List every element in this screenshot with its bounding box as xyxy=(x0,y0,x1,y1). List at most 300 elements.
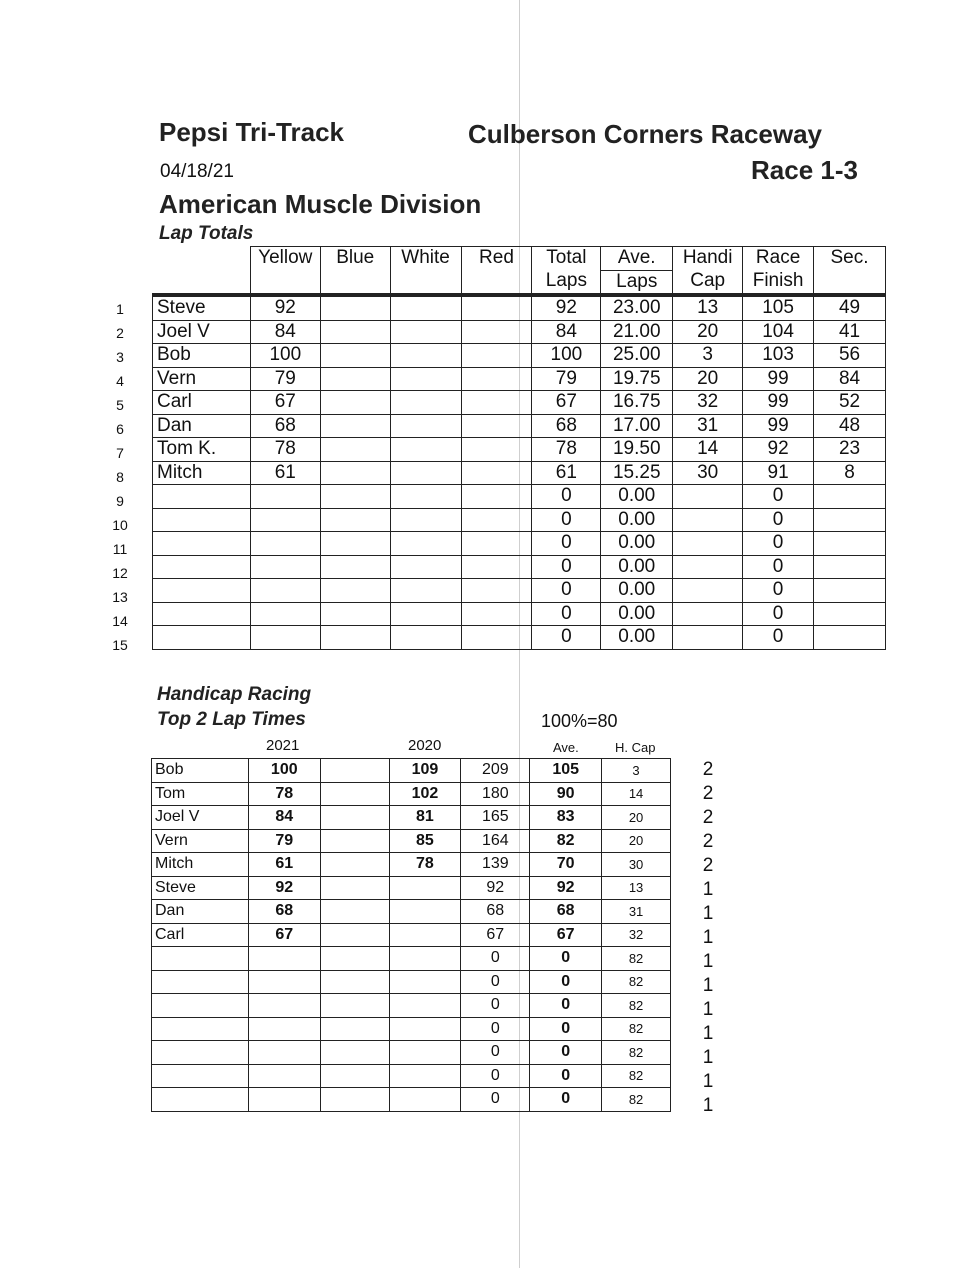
lap-cell: 99 xyxy=(743,367,814,391)
handicap-cell xyxy=(248,947,320,971)
lap-cell: 25.00 xyxy=(601,344,673,368)
table-row xyxy=(153,344,886,368)
handicap-cell: 0 xyxy=(530,1088,602,1112)
table-row xyxy=(152,1064,671,1088)
handicap-cell xyxy=(389,923,461,947)
handicap-cell: 32 xyxy=(602,923,671,947)
lap-cell: 67 xyxy=(250,391,320,415)
handicap-cell xyxy=(320,806,389,830)
lap-cell: 68 xyxy=(250,414,320,438)
lap-cell xyxy=(390,344,461,368)
lap-cell: 16.75 xyxy=(601,391,673,415)
handicap-cell: 83 xyxy=(530,806,602,830)
lap-cell xyxy=(461,626,532,650)
lap-cell: 79 xyxy=(250,367,320,391)
column-header-top: Handi xyxy=(673,247,743,271)
lap-cell: 31 xyxy=(673,414,743,438)
table-row xyxy=(152,782,671,806)
table-row xyxy=(153,626,886,650)
handicap-cell: 100 xyxy=(248,759,320,783)
column-header-bottom xyxy=(320,270,390,295)
row-number: 2 xyxy=(116,325,124,341)
row-number: 5 xyxy=(116,397,124,413)
lap-cell xyxy=(390,532,461,556)
lap-cell xyxy=(673,508,743,532)
lap-cell xyxy=(814,579,886,603)
lap-cell xyxy=(461,579,532,603)
table-row xyxy=(152,876,671,900)
row-number: 13 xyxy=(112,589,128,605)
handicap-cell: 0 xyxy=(461,1064,530,1088)
driver-name-cell: Vern xyxy=(152,829,249,853)
handicap-cell: 81 xyxy=(389,806,461,830)
lap-count: 1 xyxy=(702,927,714,948)
lap-cell xyxy=(320,485,390,509)
lap-cell: 0 xyxy=(743,626,814,650)
handicap-cell: 0 xyxy=(530,970,602,994)
table-row xyxy=(152,947,671,971)
table-row xyxy=(153,602,886,626)
handicap-cell: 79 xyxy=(248,829,320,853)
lap-cell: 68 xyxy=(532,414,601,438)
table-row xyxy=(153,391,886,415)
handicap-cell: 0 xyxy=(461,994,530,1018)
lap-count: 1 xyxy=(702,879,714,900)
table-row xyxy=(153,367,886,391)
lap-cell xyxy=(320,508,390,532)
lap-cell: 100 xyxy=(250,344,320,368)
lap-count: 1 xyxy=(702,999,714,1020)
handicap-cell: 85 xyxy=(389,829,461,853)
handicap-cell xyxy=(389,994,461,1018)
handicap-cell xyxy=(320,782,389,806)
header-blank-cell xyxy=(153,247,251,271)
lap-cell: 0.00 xyxy=(601,626,673,650)
col-2020-header: 2020 xyxy=(408,737,442,754)
row-number: 9 xyxy=(116,493,124,509)
lap-cell xyxy=(390,602,461,626)
handicap-cell: 82 xyxy=(602,1088,671,1112)
handicap-cell: 0 xyxy=(530,994,602,1018)
driver-name-cell xyxy=(153,508,251,532)
handicap-cell xyxy=(389,1064,461,1088)
driver-name-cell xyxy=(153,555,251,579)
column-header-top: Sec. xyxy=(814,247,886,271)
lap-cell xyxy=(320,414,390,438)
lap-cell: 0 xyxy=(743,602,814,626)
lap-cell xyxy=(461,485,532,509)
handicap-cell xyxy=(320,947,389,971)
driver-name-cell xyxy=(152,947,249,971)
column-header-bottom xyxy=(461,270,532,295)
driver-name-cell: Joel V xyxy=(153,320,251,344)
lap-cell xyxy=(673,532,743,556)
lap-cell xyxy=(461,391,532,415)
lap-cell xyxy=(673,602,743,626)
driver-name-cell: Tom K. xyxy=(153,438,251,462)
lap-cell xyxy=(461,602,532,626)
handicap-cell xyxy=(248,1041,320,1065)
lap-cell xyxy=(390,461,461,485)
lap-cell: 78 xyxy=(250,438,320,462)
handicap-cell xyxy=(320,1041,389,1065)
handicap-cell xyxy=(389,900,461,924)
handicap-cell xyxy=(320,853,389,877)
driver-name-cell xyxy=(153,532,251,556)
table-row xyxy=(152,829,671,853)
lap-cell: 19.50 xyxy=(601,438,673,462)
driver-name-cell xyxy=(152,1088,249,1112)
lap-cell xyxy=(320,295,390,320)
lap-cell xyxy=(250,532,320,556)
handicap-cell: 61 xyxy=(248,853,320,877)
col-hcap-header: H. Cap xyxy=(615,740,656,755)
lap-cell xyxy=(461,532,532,556)
lap-cell: 41 xyxy=(814,320,886,344)
driver-name-cell: Carl xyxy=(153,391,251,415)
driver-name-cell: Bob xyxy=(153,344,251,368)
row-number: 14 xyxy=(112,613,128,629)
handicap-cell: 0 xyxy=(461,1017,530,1041)
handicap-cell: 92 xyxy=(461,876,530,900)
lap-cell xyxy=(390,508,461,532)
lap-cell xyxy=(814,508,886,532)
lap-cell: 49 xyxy=(814,295,886,320)
handicap-cell xyxy=(389,947,461,971)
table-row xyxy=(153,485,886,509)
handicap-cell: 0 xyxy=(461,1088,530,1112)
handicap-cell: 82 xyxy=(602,1041,671,1065)
lap-cell: 100 xyxy=(532,344,601,368)
driver-name-cell: Dan xyxy=(152,900,249,924)
handicap-cell: 165 xyxy=(461,806,530,830)
lap-cell: 19.75 xyxy=(601,367,673,391)
row-number: 15 xyxy=(112,637,128,653)
table-row xyxy=(152,806,671,830)
handicap-cell xyxy=(320,970,389,994)
driver-name-cell xyxy=(152,1041,249,1065)
driver-name-cell: Mitch xyxy=(152,853,249,877)
lap-cell xyxy=(814,532,886,556)
handicap-cell: 0 xyxy=(461,970,530,994)
race-number: Race 1-3 xyxy=(751,155,858,185)
lap-totals-table xyxy=(152,246,886,650)
driver-name-cell: Vern xyxy=(153,367,251,391)
table-row xyxy=(153,295,886,320)
table-row xyxy=(153,579,886,603)
driver-name-cell xyxy=(152,994,249,1018)
lap-cell xyxy=(461,344,532,368)
handicap-cell: 84 xyxy=(248,806,320,830)
lap-cell: 20 xyxy=(673,367,743,391)
lap-cell: 17.00 xyxy=(601,414,673,438)
lap-count: 1 xyxy=(702,1095,714,1116)
driver-name-cell xyxy=(153,579,251,603)
column-header-top: Red xyxy=(461,247,532,271)
handicap-cell: 0 xyxy=(461,1041,530,1065)
lap-count: 1 xyxy=(702,1047,714,1068)
lap-cell: 0 xyxy=(532,532,601,556)
driver-name-cell: Steve xyxy=(153,295,251,320)
lap-cell: 104 xyxy=(743,320,814,344)
lap-cell xyxy=(320,579,390,603)
lap-cell xyxy=(320,555,390,579)
lap-cell xyxy=(250,579,320,603)
row-number: 1 xyxy=(116,301,124,317)
lap-cell: 84 xyxy=(814,367,886,391)
driver-name-cell: Tom xyxy=(152,782,249,806)
driver-name-cell: Steve xyxy=(152,876,249,900)
lap-cell xyxy=(390,414,461,438)
driver-name-cell: Bob xyxy=(152,759,249,783)
lap-cell xyxy=(390,391,461,415)
column-header-bottom: Cap xyxy=(673,270,743,295)
row-number: 6 xyxy=(116,421,124,437)
lap-cell: 105 xyxy=(743,295,814,320)
handicap-cell: 92 xyxy=(248,876,320,900)
handicap-cell xyxy=(248,970,320,994)
handicap-cell: 78 xyxy=(389,853,461,877)
handicap-cell: 180 xyxy=(461,782,530,806)
column-header-top: Ave. xyxy=(601,247,673,271)
handicap-cell: 78 xyxy=(248,782,320,806)
lap-cell xyxy=(320,367,390,391)
lap-cell: 0 xyxy=(743,508,814,532)
lap-cell: 79 xyxy=(532,367,601,391)
handicap-cell: 67 xyxy=(530,923,602,947)
handicap-cell: 30 xyxy=(602,853,671,877)
lap-cell: 99 xyxy=(743,391,814,415)
handicap-cell: 3 xyxy=(602,759,671,783)
lap-cell: 84 xyxy=(532,320,601,344)
handicap-table xyxy=(151,758,671,1112)
lap-totals-heading: Lap Totals xyxy=(159,223,254,244)
handicap-cell xyxy=(389,1041,461,1065)
lap-cell: 92 xyxy=(532,295,601,320)
lap-count: 2 xyxy=(702,831,714,852)
lap-cell: 0 xyxy=(532,555,601,579)
lap-cell: 92 xyxy=(250,295,320,320)
table-row xyxy=(152,853,671,877)
lap-cell: 67 xyxy=(532,391,601,415)
col-ave-header: Ave. xyxy=(553,740,579,755)
handicap-cell xyxy=(320,876,389,900)
lap-cell xyxy=(390,295,461,320)
handicap-cell xyxy=(320,1088,389,1112)
handicap-cell: 67 xyxy=(248,923,320,947)
lap-cell xyxy=(461,414,532,438)
lap-cell: 61 xyxy=(532,461,601,485)
lap-cell xyxy=(320,320,390,344)
lap-cell xyxy=(673,626,743,650)
lap-cell: 61 xyxy=(250,461,320,485)
lap-cell xyxy=(390,320,461,344)
handicap-cell xyxy=(320,829,389,853)
lap-cell xyxy=(461,295,532,320)
lap-cell xyxy=(461,367,532,391)
handicap-cell: 0 xyxy=(530,1064,602,1088)
lap-cell xyxy=(250,508,320,532)
lap-cell: 99 xyxy=(743,414,814,438)
lap-cell xyxy=(390,485,461,509)
lap-cell xyxy=(673,579,743,603)
handicap-cell: 13 xyxy=(602,876,671,900)
lap-cell: 103 xyxy=(743,344,814,368)
column-header-bottom xyxy=(250,270,320,295)
lap-cell xyxy=(814,555,886,579)
lap-cell xyxy=(320,391,390,415)
row-number: 10 xyxy=(112,517,128,533)
lap-cell: 0.00 xyxy=(601,508,673,532)
lap-cell xyxy=(461,438,532,462)
lap-cell xyxy=(814,602,886,626)
table-row xyxy=(152,1041,671,1065)
handicap-cell: 102 xyxy=(389,782,461,806)
handicap-cell xyxy=(320,759,389,783)
lap-cell xyxy=(390,555,461,579)
handicap-cell xyxy=(389,970,461,994)
lap-cell xyxy=(250,555,320,579)
row-number: 12 xyxy=(112,565,128,581)
handicap-cell: 139 xyxy=(461,853,530,877)
handicap-cell: 0 xyxy=(530,1017,602,1041)
lap-cell: 92 xyxy=(743,438,814,462)
handicap-cell: 209 xyxy=(461,759,530,783)
handicap-cell: 67 xyxy=(461,923,530,947)
lap-cell xyxy=(250,626,320,650)
row-number: 7 xyxy=(116,445,124,461)
column-header-top: Yellow xyxy=(250,247,320,271)
table-row xyxy=(153,532,886,556)
driver-name-cell xyxy=(153,626,251,650)
lap-cell xyxy=(461,555,532,579)
lap-cell: 0 xyxy=(743,532,814,556)
lap-cell xyxy=(461,461,532,485)
lap-cell: 0.00 xyxy=(601,555,673,579)
handicap-cell: 0 xyxy=(530,947,602,971)
column-header-bottom xyxy=(814,270,886,295)
lap-cell xyxy=(320,626,390,650)
lap-cell: 13 xyxy=(673,295,743,320)
lap-cell: 32 xyxy=(673,391,743,415)
lap-cell: 0.00 xyxy=(601,532,673,556)
lap-cell xyxy=(320,532,390,556)
handicap-cell xyxy=(320,1064,389,1088)
handicap-cell: 20 xyxy=(602,829,671,853)
lap-cell xyxy=(390,579,461,603)
handicap-cell xyxy=(248,1064,320,1088)
lap-cell xyxy=(390,438,461,462)
series-title: Pepsi Tri-Track xyxy=(159,117,344,147)
column-header-top: Total xyxy=(532,247,601,271)
lap-cell xyxy=(461,508,532,532)
table-row xyxy=(152,970,671,994)
lap-cell: 0 xyxy=(532,485,601,509)
handicap-cell: 109 xyxy=(389,759,461,783)
lap-cell xyxy=(320,602,390,626)
handicap-cell: 68 xyxy=(248,900,320,924)
column-header-top: White xyxy=(390,247,461,271)
table-row xyxy=(152,1088,671,1112)
lap-cell xyxy=(390,367,461,391)
col-2021-header: 2021 xyxy=(266,737,300,754)
handicap-cell xyxy=(248,994,320,1018)
lap-cell: 30 xyxy=(673,461,743,485)
column-header-bottom: Laps xyxy=(532,270,601,295)
lap-count: 1 xyxy=(702,951,714,972)
handicap-cell xyxy=(320,1017,389,1041)
table-row xyxy=(152,994,671,1018)
lap-cell: 21.00 xyxy=(601,320,673,344)
lap-cell: 0 xyxy=(743,579,814,603)
lap-cell: 0.00 xyxy=(601,485,673,509)
lap-cell: 0 xyxy=(532,508,601,532)
handicap-cell xyxy=(320,923,389,947)
table-row xyxy=(153,320,886,344)
lap-cell xyxy=(814,626,886,650)
driver-name-cell: Mitch xyxy=(153,461,251,485)
lap-cell: 91 xyxy=(743,461,814,485)
table-row xyxy=(152,900,671,924)
lap-cell xyxy=(814,485,886,509)
division-title: American Muscle Division xyxy=(159,189,482,219)
column-header-bottom: Laps xyxy=(601,270,673,295)
driver-name-cell xyxy=(152,1064,249,1088)
handicap-cell: 20 xyxy=(602,806,671,830)
handicap-cell: 164 xyxy=(461,829,530,853)
handicap-cell: 92 xyxy=(530,876,602,900)
lap-cell: 0 xyxy=(532,626,601,650)
lap-cell: 78 xyxy=(532,438,601,462)
handicap-cell: 0 xyxy=(530,1041,602,1065)
lap-cell: 23.00 xyxy=(601,295,673,320)
lap-cell: 8 xyxy=(814,461,886,485)
table-row xyxy=(152,759,671,783)
driver-name-cell xyxy=(152,970,249,994)
lap-count: 2 xyxy=(702,807,714,828)
lap-count: 2 xyxy=(702,783,714,804)
lap-cell xyxy=(320,461,390,485)
handicap-cell xyxy=(389,1088,461,1112)
lap-cell: 52 xyxy=(814,391,886,415)
handicap-cell: 70 xyxy=(530,853,602,877)
handicap-cell: 82 xyxy=(602,994,671,1018)
lap-count: 1 xyxy=(702,1023,714,1044)
lap-cell: 56 xyxy=(814,344,886,368)
lap-cell: 20 xyxy=(673,320,743,344)
lap-cell: 0 xyxy=(743,555,814,579)
table-row xyxy=(153,461,886,485)
handicap-cell xyxy=(389,1017,461,1041)
table-row xyxy=(153,438,886,462)
lap-cell: 23 xyxy=(814,438,886,462)
handicap-cell: 90 xyxy=(530,782,602,806)
column-header-bottom xyxy=(390,270,461,295)
lap-cell xyxy=(320,438,390,462)
table-row xyxy=(153,508,886,532)
lap-cell: 84 xyxy=(250,320,320,344)
column-header-top: Race xyxy=(743,247,814,271)
table-row xyxy=(153,555,886,579)
handicap-cell xyxy=(320,900,389,924)
lap-cell: 0 xyxy=(743,485,814,509)
handicap-cell: 31 xyxy=(602,900,671,924)
handicap-cell: 68 xyxy=(530,900,602,924)
table-row xyxy=(152,1017,671,1041)
lap-count: 1 xyxy=(702,975,714,996)
driver-name-cell: Joel V xyxy=(152,806,249,830)
row-number: 8 xyxy=(116,469,124,485)
